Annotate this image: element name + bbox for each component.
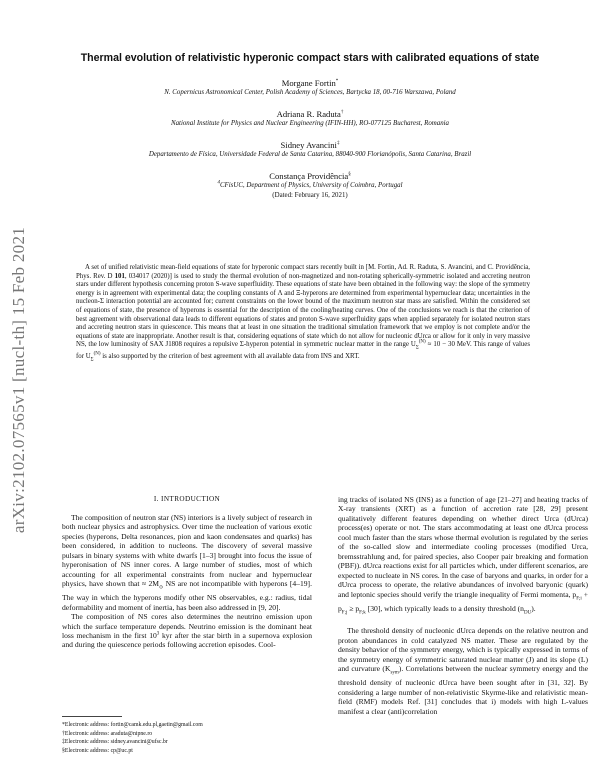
footnote-4: §Electronic address: cp@uc.pt [62,747,133,754]
author-3: Sidney Avancini‡ [280,140,340,150]
intro-paragraph-3: ing tracks of isolated NS (INS) as a function of age [21–27] and heating tracks of X-ray transients (XRT) as a function of accretion rate [28, 29] present qualitatively different features depending on whether direct Urca (dUrca) process(es) operate or not. The stars accommodating at least one dUrca process cool much faster than the stars whose thermal evolution is regulated by the series of the so-called slow and intermediate cooling processes (modified Urca, bremsstrahlung and, for paired species, also Cooper pair breaking and formation (PBF)). dUrca reactions exist for all particles which, under different scenarios, are expected to nucleate in NS cores. In the case of baryons and quarks, in order for a dUrca process to operate, the relative abundances of involved baryonic (quark) and leptonic species should verify the triangle inequality of Fermi momenta, $p_{F;i} + p_{F;j} \ge p_{F;k}$ [30], which typically leads to a density threshold $(n_{DU})$. [338,495,588,616]
column-left [62,513,312,650]
affiliation-2: National Institute for Physics and Nuclear Engineering (IFIN-HH), RO-077125 Bucharest, Romania [170,120,449,127]
footnote-rule [62,716,122,717]
affiliation-4: $^4$CFisUC, Department of Physics, University of Coimbra, Portugal [217,180,403,189]
arxiv-identifier [4,145,34,615]
paper-title: Thermal evolution of relativistic hyperonic compact stars with calibrated equations of state [80,52,540,64]
column-right [338,495,588,716]
author-2: Adriana R. Raduta† [276,109,344,119]
dated-line: (Dated: February 16, 2021) [272,192,348,199]
section-heading-introduction: I. INTRODUCTION [153,495,221,503]
affiliation-1: N. Copernicus Astronomical Center, Polish Academy of Sciences, Bartycka 18, 00-716 Warszawa, Poland [164,89,456,96]
author-1: Morgane Fortin* [281,78,339,88]
affiliation-3: Departamento de Física, Universidade Federal de Santa Catarina, 88040-900 Florianópolis, Santa Catarina, Brazil [148,151,472,158]
intro-paragraph-2: The composition of NS cores also determines the neutrino emission upon which the surface temperature depends. Neutrino emission is the dominant heat loss mechanism in the first $10^3$ kyr after the star birth in a supernova explosion and during the quiescence periods following accretion episodes. Cool- [62,612,313,650]
abstract: A set of unified relativistic mean-field equations of state for hyperonic compact stars recently built in [M. Fortin, Ad. R. Raduta, S. Avancini, and C. Providência, Phys. Rev. D 101, 034017 (2020)] is used to study the thermal evolution of non-magnetized and non-rotating spherically-symmetric isolated and accreting neutron stars under different hypothesis concerning proton S-wave superfluidity. These equations of state have been obtained in the following way: the slope of the symmetry energy is in agreement with experimental data; the coupling constants of Λ and Ξ-hyperons are determined from experimental hypernuclear data; uncertainties in the nucleon-Σ interaction potential are accounted for; current constraints on the lower bound of the maximum neutron star mass are satisfied. Within the considered set of equations of state, the presence of hyperons is essential for the description of the cooling/heating curves. One of the conclusions we reach is that the criterion of best agreement with observational data leads to different equations of states and proton S-wave superfluidity gaps when applied separately for isolated neutron stars and accreting neutron stars in quiescence. This means that at least in one situation the traditional simulation framework that we employ is not complete and/or the equations of state are inappropriate. Another result is that, considering equations of state which do not allow for nucleonic dUrca or allow for it only in very massive NS, the low luminosity of SAX J1808 requires a repulsive Σ-hyperon potential in symmetric nuclear matter in the range $U_\Sigma^{(N)} \approx 10 - 30$ MeV. This range of values for $U_\Sigma^{(N)}$ is also supported by the criterion of best agreement with all available data from INS and XRT. [76,264,530,363]
author-4: Constança Providência§ [269,171,351,181]
footnotes [62,721,312,755]
intro-paragraph-4: The threshold density of nucleonic dUrca depends on the relative neutron and proton abundances in cold catalyzed NS matter. These are regulated by the density behavior of the symmetry energy, which is typically expressed in terms of the symmetry energy of symmetric saturated nuclear matter (J) and its slope (L) and curvature $(K_{sym})$. Correlations between the nuclear symmetry energy and the threshold density of nucleonic dUrca have been sought after in [31, 32]. By considering a large number of non-relativistic Skyrme-like and relativistic mean-field (RMF) models Ref. [31] concludes that i) models with high L-values manifest a clear (anti)correlation [338,626,588,716]
footnote-3: ‡Electronic address: sidney.avancini@ufsc.br [62,739,168,746]
footnote-1: *Electronic address: fortin@camk.edu.pl,gaetin@gmail.com [62,722,203,728]
arxiv-identifier-text: arXiv:2102.07565v1 [nucl-th] 15 Feb 2021 [9,226,28,534]
intro-paragraph-1: The composition of neutron star (NS) interiors is a lively subject of research in both nuclear physics and astrophysics. Over time the nucleation of various exotic species (hyperons, Delta resonances, pion and kaon condensates and quarks) has been considered, in addition to nucleons. The discovery of several massive pulsars in binary systems with white dwarfs [1–3] brought into focus the issue of hyperonisation of NS inner cores. A large number of studies, most of which accounting for all experimental constraints from nuclear and hypernuclear physics, have shown that ≈ $2M_⊙$ NS are not incompatible with hyperons [4–19]. The way in which the hyperons modify other NS observables, e.g.: radius, tidal deformability and moment of inertia, has been also addressed in [9, 20]. [62,513,312,612]
footnote-2: †Electronic address: araduta@nipne.ro [62,730,153,737]
